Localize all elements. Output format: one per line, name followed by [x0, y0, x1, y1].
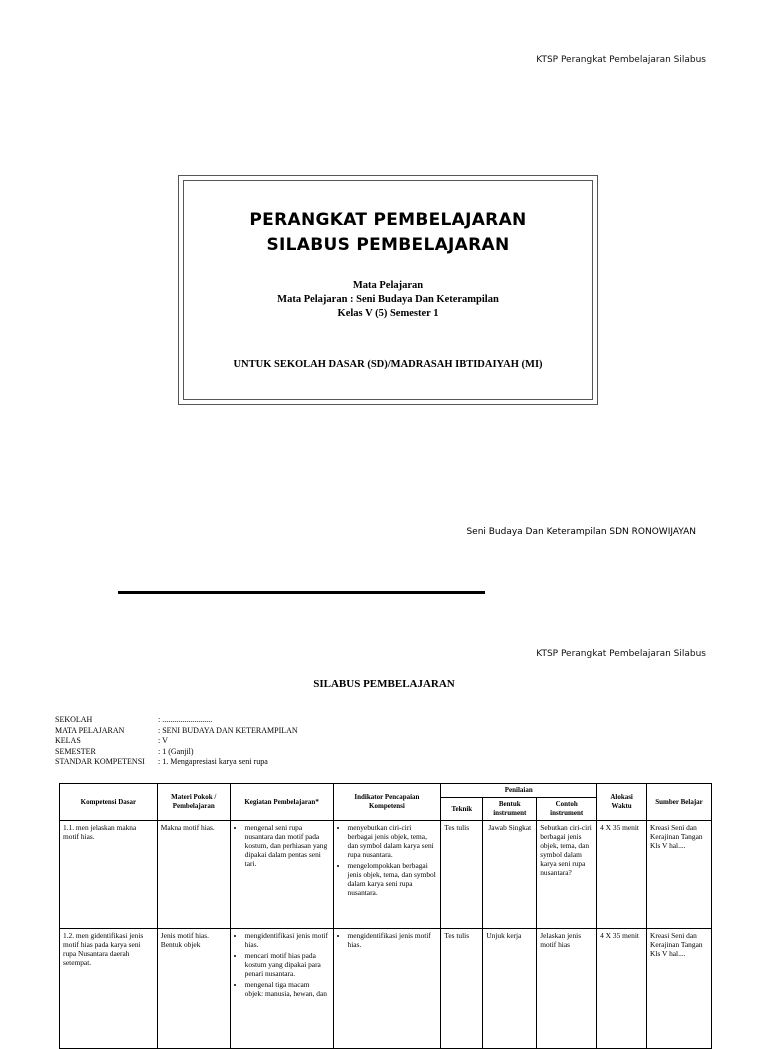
meta-row-sk [55, 757, 298, 768]
cell-contoh: Sebutkan ciri-ciri berbagai jenis objek, tema, dan symbol dalam karya seni rupa nusantara? [537, 821, 597, 929]
table-header-row [60, 784, 712, 798]
th-kegiatan: Kegiatan Pembelajaran* [230, 784, 333, 821]
th-sumber: Sumber Belajar [647, 784, 712, 821]
cell-alokasi: 4 X 35 menit [597, 929, 647, 1049]
cell-teknik: Tes tulis [441, 929, 483, 1049]
meta-value: : V [158, 736, 168, 745]
cover-box [178, 175, 598, 405]
syllabus-meta [55, 715, 298, 768]
cell-kd: 1.1. men jelaskan makna motif hias. [60, 821, 158, 929]
cell-teknik: Tes tulis [441, 821, 483, 929]
cover-subject-line1: Mata Pelajaran [352, 280, 424, 291]
meta-value: : 1. Mengapresiasi karya seni rupa [158, 757, 268, 766]
cell-kegiatan [230, 929, 333, 1049]
cover-subject-line2: Mata Pelajaran : Seni Budaya Dan Keterampilan [277, 294, 499, 305]
meta-row-mapel [55, 726, 298, 737]
list-item: • mengenal seni rupa nusantara dan motif pada kostum, dan perhiasan yang dipakai dalam pentas seni tari. [245, 823, 330, 868]
cell-materi: Makna motif hias. [157, 821, 230, 929]
cell-contoh: Jelaskan jenis motif hias [537, 929, 597, 1049]
list-item: • menyebutkan ciri-ciri berbagai jenis objek, tema, dan symbol dalam karya seni rupa nusantara. [348, 823, 438, 859]
meta-row-sekolah [55, 715, 298, 726]
cell-alokasi: 4 X 35 menit [597, 821, 647, 929]
list-item: • mengidentifikasi jenis motif hias. [348, 931, 438, 949]
meta-value: : SENI BUDAYA DAN KETERAMPILAN [158, 725, 298, 735]
th-alokasi: Alokasi Waktu [597, 784, 647, 821]
syllabus-table [59, 783, 712, 1049]
meta-row-kelas [55, 736, 298, 747]
th-penilaian: Penilaian [441, 784, 597, 798]
th-indikator: Indikator Pencapaian Kompetensi [333, 784, 441, 821]
cover-subject [179, 279, 597, 321]
cell-materi: Jenis motif hias. Bentuk objek [157, 929, 230, 1049]
meta-key: SEMESTER [55, 746, 96, 756]
cover-title-line1: PERANGKAT PEMBELAJARAN [249, 210, 527, 230]
cell-bentuk: Unjuk kerja [483, 929, 537, 1049]
cover-subject-line3: Kelas V (5) Semester 1 [337, 308, 439, 319]
cell-kd: 1.2. men gidentifikasi jenis motif hias pada karya seni rupa Nusantara daerah setempat. [60, 929, 158, 1049]
table-row [60, 821, 712, 929]
page-header: KTSP Perangkat Pembelajaran Silabus [536, 55, 706, 65]
cell-indikator [333, 821, 441, 929]
list-item: • mengelompokkan berbagai jenis objek, tema, dan symbol dalam karya seni rupa nusantara. [348, 861, 438, 897]
th-kompetensi-dasar: Kompetensi Dasar [60, 784, 158, 821]
cell-indikator [333, 929, 441, 1049]
table-row [60, 929, 712, 1049]
list-item: • mencari motif hias pada kostum yang dipakai para penari nusantara. [245, 951, 330, 978]
meta-key: STANDAR KOMPETENSI [55, 757, 145, 766]
cell-sumber: Kreasi Seni dan Kerajinan Tangan Kls V hal.... [647, 821, 712, 929]
th-teknik: Teknik [441, 798, 483, 821]
page2-header: KTSP Perangkat Pembelajaran Silabus [536, 649, 706, 659]
syllabus-title: SILABUS PEMBELAJARAN [313, 678, 455, 690]
cover-title-line2: SILABUS PEMBELAJARAN [266, 235, 510, 255]
th-contoh: Contoh instrument [537, 798, 597, 821]
meta-value: : 1 (Ganjil) [158, 746, 194, 756]
meta-key: KELAS [55, 736, 81, 745]
list-item: • mengidentifikasi jenis motif hias. [245, 931, 330, 949]
meta-value: : ......................... [158, 715, 213, 724]
cover-school: UNTUK SEKOLAH DASAR (SD)/MADRASAH IBTIDAIYAH (MI) [233, 359, 543, 370]
page-divider [118, 591, 485, 594]
meta-key: SEKOLAH [55, 715, 93, 724]
page-footer: Seni Budaya Dan Keterampilan SDN RONOWIJAYAN [466, 527, 696, 537]
th-bentuk: Bentuk instrument [483, 798, 537, 821]
cell-kegiatan [230, 821, 333, 929]
cell-sumber: Kreasi Seni dan Kerajinan Tangan Kls V hal.... [647, 929, 712, 1049]
meta-row-semester [55, 747, 298, 758]
list-item: • mengenal tiga macam objek: manusia, hewan, dan [245, 980, 330, 998]
meta-key: MATA PELAJARAN [55, 725, 125, 735]
th-materi: Materi Pokok / Pembelajaran [157, 784, 230, 821]
cell-bentuk: Jawab Singkat [483, 821, 537, 929]
cover-title [179, 208, 597, 258]
